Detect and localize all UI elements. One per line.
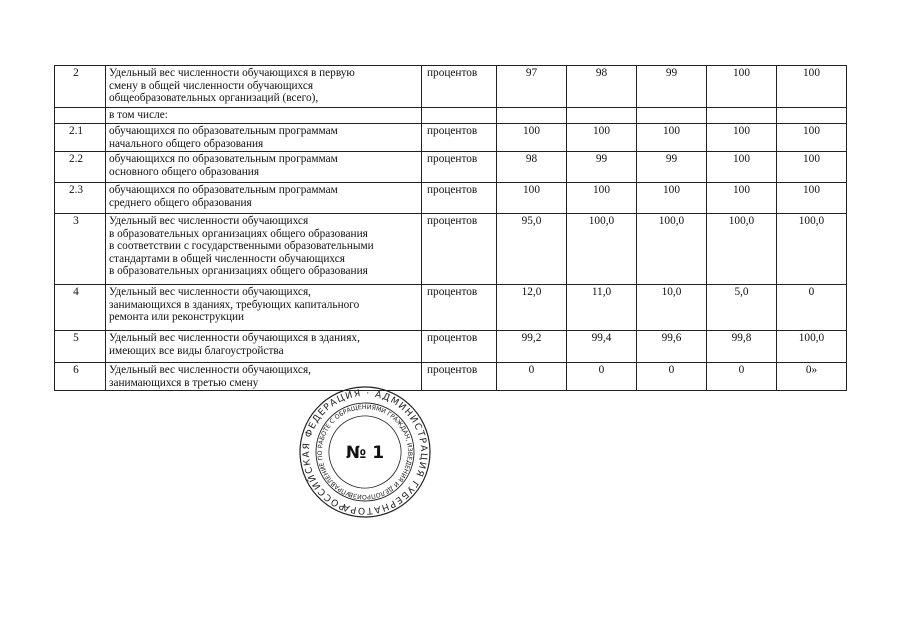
value-cell: 100 [777, 124, 847, 152]
value-cell: 0 [637, 363, 707, 391]
value-cell: 100 [637, 183, 707, 214]
value-cell: 100 [707, 152, 777, 183]
indicator-text-line: среднего общего образования [109, 196, 252, 209]
value-cell: 100,0 [707, 214, 777, 285]
indicator-text-line: в образовательных организациях общего образования [109, 227, 368, 240]
indicator-text-line: смену в общей численности обучающихся [109, 79, 314, 92]
indicator-name-cell [106, 66, 422, 108]
value-cell: 99 [567, 152, 637, 183]
row-number-cell: 2 [55, 66, 106, 108]
unit-cell: процентов [422, 331, 497, 363]
table-row [55, 108, 847, 124]
value-cell: 100 [497, 183, 567, 214]
indicator-text-line: имеющих все виды благоустройства [109, 344, 284, 357]
indicator-text-line: Удельный вес численности обучающихся, [109, 286, 311, 298]
indicator-text-line: ремонта или реконструкции [109, 311, 245, 324]
table-row [55, 285, 847, 331]
table-row [55, 214, 847, 285]
value-cell: 0 [567, 363, 637, 391]
value-cell: 95,0 [497, 214, 567, 285]
value-cell: 100,0 [637, 214, 707, 285]
indicator-name-cell [106, 152, 422, 183]
value-cell: 100 [637, 124, 707, 152]
unit-cell: процентов [422, 214, 497, 285]
indicator-name-cell [106, 124, 422, 152]
value-cell: 0» [777, 363, 847, 391]
value-cell [777, 108, 847, 124]
indicator-name-cell [106, 108, 422, 124]
table-row [55, 363, 847, 391]
official-seal-stamp [298, 385, 432, 519]
indicator-text-line: занимающихся в зданиях, требующих капитального [109, 298, 360, 311]
value-cell: 0 [777, 285, 847, 331]
unit-cell: процентов [422, 152, 497, 183]
indicator-text-line: обучающихся по образовательным программам [109, 125, 338, 137]
row-number-cell: 2.2 [55, 152, 106, 183]
value-cell: 98 [567, 66, 637, 108]
indicator-name-cell [106, 331, 422, 363]
indicator-text-line: в соответствии с государственными образовательными [109, 240, 374, 253]
indicator-name-cell [106, 285, 422, 331]
row-number-cell: 6 [55, 363, 106, 391]
unit-cell: процентов [422, 285, 497, 331]
value-cell: 5,0 [707, 285, 777, 331]
row-number-cell [55, 108, 106, 124]
value-cell: 100 [567, 183, 637, 214]
value-cell: 100 [777, 66, 847, 108]
indicator-text-line: основного общего образования [109, 165, 260, 178]
indicator-text-line: обучающихся по образовательным программам [109, 153, 338, 165]
indicators-table [54, 65, 847, 391]
value-cell: 0 [707, 363, 777, 391]
value-cell [567, 108, 637, 124]
unit-cell: процентов [422, 183, 497, 214]
value-cell: 98 [497, 152, 567, 183]
table-row [55, 183, 847, 214]
value-cell: 100,0 [777, 214, 847, 285]
table-row [55, 152, 847, 183]
value-cell: 100 [777, 152, 847, 183]
value-cell: 0 [497, 363, 567, 391]
value-cell: 100 [707, 124, 777, 152]
row-number-cell: 2.1 [55, 124, 106, 152]
indicator-text-line: общеобразовательных организаций (всего), [109, 92, 319, 105]
value-cell: 99,4 [567, 331, 637, 363]
indicator-text-line: начального общего образования [109, 137, 264, 150]
indicator-text-line: Удельный вес численности обучающихся в первую [109, 67, 355, 79]
value-cell: 10,0 [637, 285, 707, 331]
value-cell: 100 [707, 183, 777, 214]
value-cell: 99 [637, 66, 707, 108]
table-row [55, 331, 847, 363]
svg-text:РОССИЙСКАЯ ФЕДЕРАЦИЯ · АДМИНИС: РОССИЙСКАЯ ФЕДЕРАЦИЯ · АДМИНИСТРАЦИЯ ГУБЕРНАТОРА [300, 387, 430, 517]
value-cell: 100,0 [777, 331, 847, 363]
indicator-text-line: Удельный вес численности обучающихся в зданиях, [109, 332, 360, 344]
unit-cell: процентов [422, 66, 497, 108]
indicator-text-line: в образовательных организациях общего образования [109, 265, 368, 278]
value-cell: 99,2 [497, 331, 567, 363]
value-cell: 97 [497, 66, 567, 108]
value-cell [497, 108, 567, 124]
indicator-name-cell [106, 183, 422, 214]
svg-text:№ 1: № 1 [345, 443, 385, 463]
svg-text:УПРАВЛЕНИЕ ПО РАБОТЕ С ОБРАЩЕН: УПРАВЛЕНИЕ ПО РАБОТЕ С ОБРАЩЕНИЯМИ ГРАЖДАН, ИЗВЕДЕНИЯ И ДЕЛОПРОИЗВОДСТВУ [316, 403, 414, 501]
row-number-cell: 2.3 [55, 183, 106, 214]
value-cell: 100,0 [567, 214, 637, 285]
value-cell: 100 [567, 124, 637, 152]
unit-cell: процентов [422, 124, 497, 152]
value-cell: 99 [637, 152, 707, 183]
value-cell: 99,6 [637, 331, 707, 363]
value-cell: 100 [707, 66, 777, 108]
indicator-text-line: обучающихся по образовательным программам [109, 184, 338, 196]
indicator-text-line: в том числе: [109, 109, 168, 121]
table-row [55, 66, 847, 108]
value-cell: 99,8 [707, 331, 777, 363]
indicator-name-cell [106, 214, 422, 285]
indicator-text-line: стандартами в общей численности обучающихся [109, 252, 345, 265]
value-cell: 100 [497, 124, 567, 152]
row-number-cell: 4 [55, 285, 106, 331]
table-row [55, 124, 847, 152]
value-cell: 100 [777, 183, 847, 214]
indicator-text-line: занимающихся в третью смену [109, 376, 259, 389]
value-cell: 11,0 [567, 285, 637, 331]
indicator-text-line: Удельный вес численности обучающихся, [109, 364, 311, 376]
unit-cell: процентов [422, 363, 497, 391]
value-cell [707, 108, 777, 124]
value-cell: 12,0 [497, 285, 567, 331]
value-cell [637, 108, 707, 124]
row-number-cell: 5 [55, 331, 106, 363]
row-number-cell: 3 [55, 214, 106, 285]
indicator-text-line: Удельный вес численности обучающихся [109, 215, 309, 227]
unit-cell [422, 108, 497, 124]
